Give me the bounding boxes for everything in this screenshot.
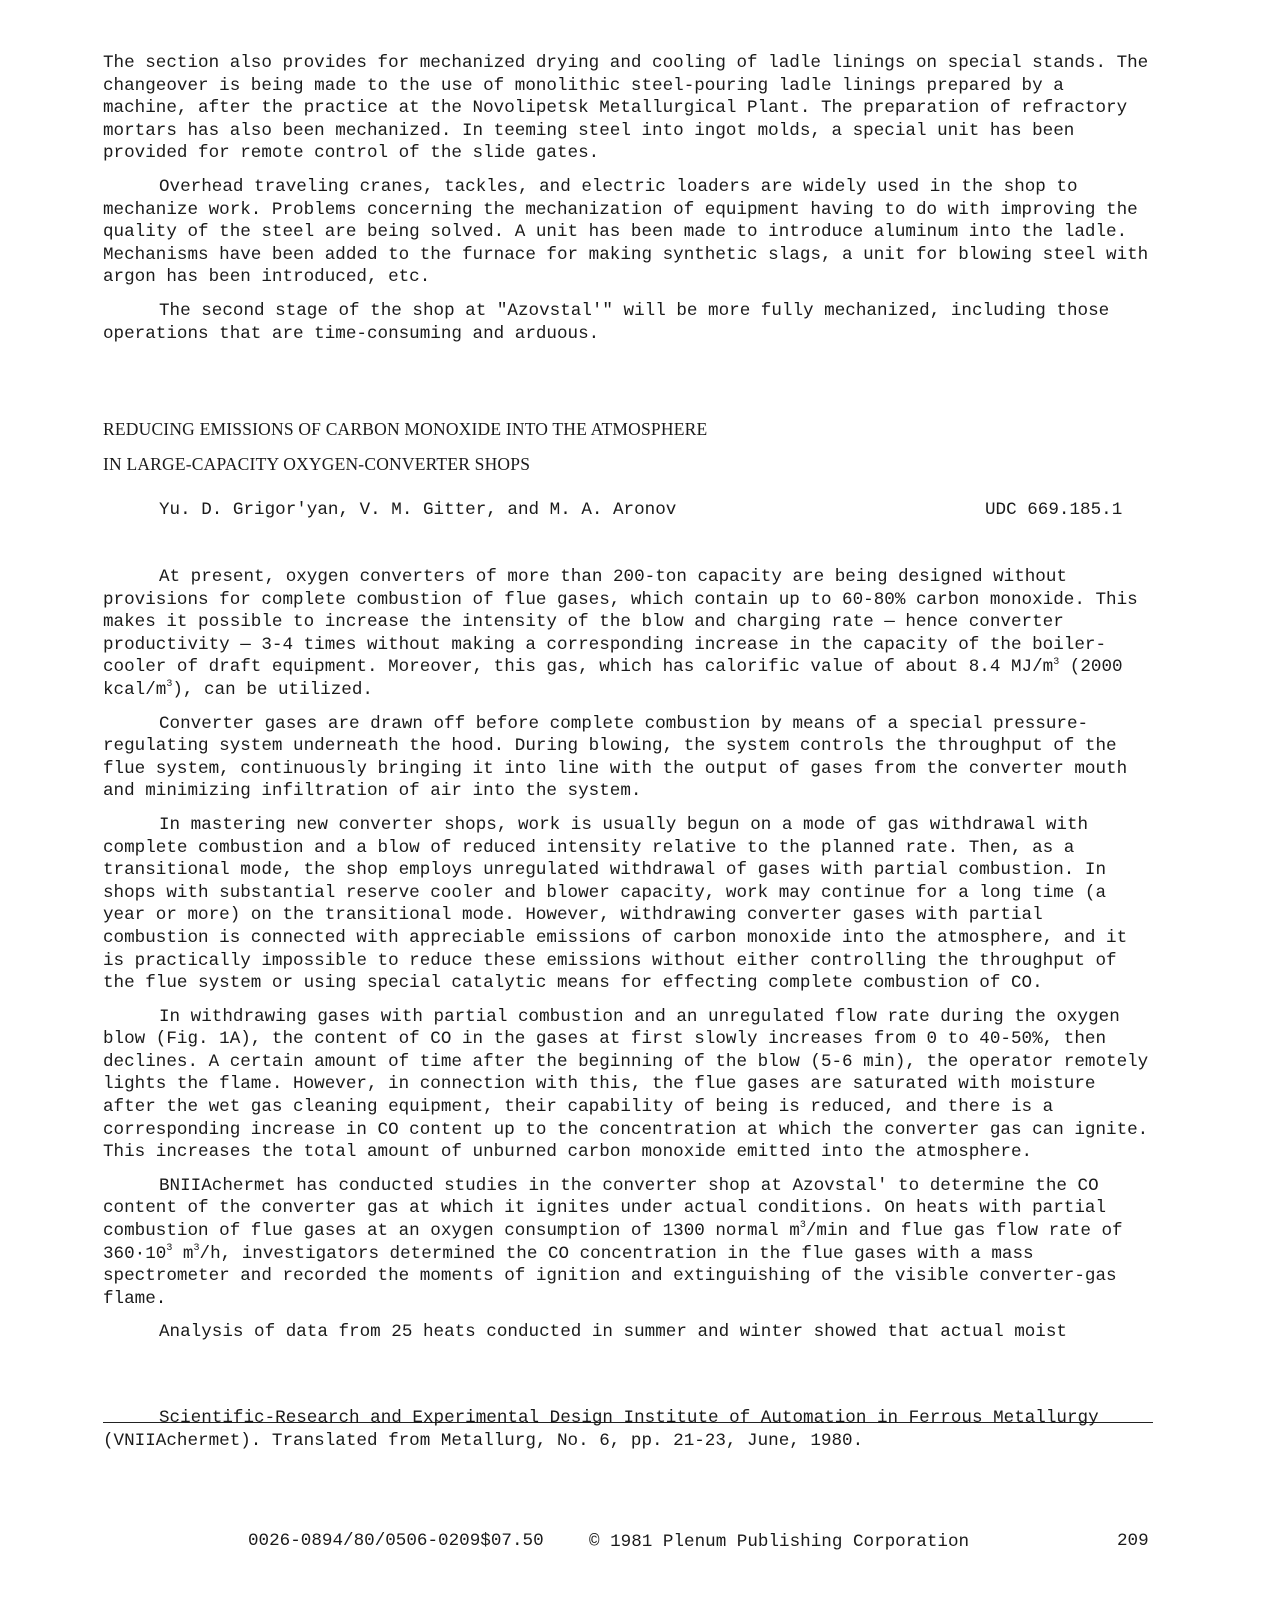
body-paragraph-1 (103, 566, 1153, 702)
superscript-3: 3 (166, 679, 173, 691)
footnote-text: Scientific-Research and Experimental Design Institute of Automation in Ferrous Metallurgy (VNIIAchermet). Translated from Metallurg, No. 6, pp. 21-23, June, 1980. (103, 1408, 1099, 1451)
intro-section (103, 52, 1153, 345)
body-paragraph-1-text-c: ), can be utilized. (172, 679, 373, 700)
body-paragraph-5-text-c: m (172, 1243, 194, 1264)
intro-paragraph-3: The second stage of the shop at "Azovstal'" will be more fully mechanized, including those operations that are time-consuming and arduous. (103, 300, 1110, 344)
superscript-3: 3 (799, 1220, 806, 1232)
page-number: 209 (1117, 1531, 1149, 1551)
body-paragraph-5-text-d: /h, investigators determined the CO concentration in the flue gases with a mass spectrometer and recorded the moments of ignition and extinguishing of the visible converter-gas flame. (103, 1243, 1117, 1309)
article-title-line-1: REDUCING EMISSIONS OF CARBON MONOXIDE INTO THE ATMOSPHERE (103, 419, 708, 439)
article-title-line-2: IN LARGE-CAPACITY OXYGEN-CONVERTER SHOPS (103, 454, 531, 474)
superscript-3: 3 (166, 1242, 173, 1254)
body-paragraph-5-text-b: /min and flue gas flow rate of 360·10 (103, 1221, 1123, 1264)
udc-code: UDC 669.185.1 (985, 500, 1123, 520)
body-paragraph-5 (103, 1175, 1153, 1311)
article-body (103, 566, 1153, 1344)
publication-code: 0026-0894/80/0506-0209$07.50 (248, 1531, 544, 1551)
body-paragraph-1-text-b: (2000 kcal/m (103, 657, 1123, 700)
body-paragraph-6: Analysis of data from 25 heats conducted in summer and winter showed that actual moist (159, 1322, 1067, 1343)
footnote (103, 1407, 1153, 1452)
body-paragraph-1-text-a: At present, oxygen converters of more than 200-ton capacity are being designed without provisions for complete combustion of flue gases, which contain up to 60-80% carbon monoxide. This makes it possible to increase the intensity of the blow and charging rate — hence converter productivity — 3-4 times without making a corresponding increase in the capacity of the boiler-cooler of draft equipment. Moreover, this gas, which has calorific value of about 8.4 MJ/m (103, 567, 1138, 678)
superscript-3: 3 (193, 1242, 200, 1254)
body-paragraph-3: In mastering new converter shops, work is usually begun on a mode of gas withdrawal with complete combustion and a blow of reduced intensity relative to the planned rate. Then, as a transitional mode, the shop employs unregulated withdrawal of gases with partial combustion. In shops with substantial reserve cooler and blower capacity, work may continue for a long time (a year or more) on the transitional mode. However, withdrawing converter gases with partial combustion is connected with appreciable emissions of carbon monoxide into the atmosphere, and it is practically impossible to reduce these emissions without either controlling the throughput of the flue system or using special catalytic means for effecting complete combustion of CO. (103, 814, 1128, 994)
intro-paragraph-1: The section also provides for mechanized drying and cooling of ladle linings on special stands. The changeover is being made to the use of monolithic steel-pouring ladle linings prepared by a machine, after the practice at the Novolipetsk Metallurgical Plant. The preparation of refractory mortars has also been mechanized. In teeming steel into ingot molds, a special unit has been provided for remote control of the slide gates. (103, 53, 1149, 164)
body-paragraph-2: Converter gases are drawn off before complete combustion by means of a special pressure-regulating system underneath the hood. During blowing, the system controls the throughput of the flue system, continuously bringing it into line with the output of gases from the converter mouth and minimizing infiltration of air into the system. (103, 713, 1128, 802)
article-authors: Yu. D. Grigor'yan, V. M. Gitter, and M. A. Aronov (159, 500, 677, 520)
superscript-3: 3 (1053, 656, 1060, 668)
body-paragraph-5-text-a: BNIIAchermet has conducted studies in the converter shop at Azovstal' to determine the CO content of the converter gas at which it ignites under actual conditions. On heats with partial combustion of flue gases at an oxygen consumption of 1300 normal m (103, 1175, 1107, 1242)
body-paragraph-4: In withdrawing gases with partial combustion and an unregulated flow rate during the oxygen blow (Fig. 1A), the content of CO in the gases at first slowly increases from 0 to 40-50%, then declines. A certain amount of time after the beginning of the blow (5-6 min), the operator remotely lights the flame. However, in connection with this, the flue gases are saturated with moisture after the wet gas cleaning equipment, their capability of being is reduced, and there is a corresponding increase in CO content up to the concentration at which the converter gas can ignite. This increases the total amount of unburned carbon monoxide emitted into the atmosphere. (103, 1006, 1149, 1163)
copyright-notice: © 1981 Plenum Publishing Corporation (589, 1532, 970, 1552)
intro-paragraph-2: Overhead traveling cranes, tackles, and electric loaders are widely used in the shop to mechanize work. Problems concerning the mechanization of equipment having to do with improving the quality of the steel are being solved. A unit has been made to introduce aluminum into the ladle. Mechanisms have been added to the furnace for making synthetic slags, a unit for blowing steel with argon has been introduced, etc. (103, 176, 1149, 288)
